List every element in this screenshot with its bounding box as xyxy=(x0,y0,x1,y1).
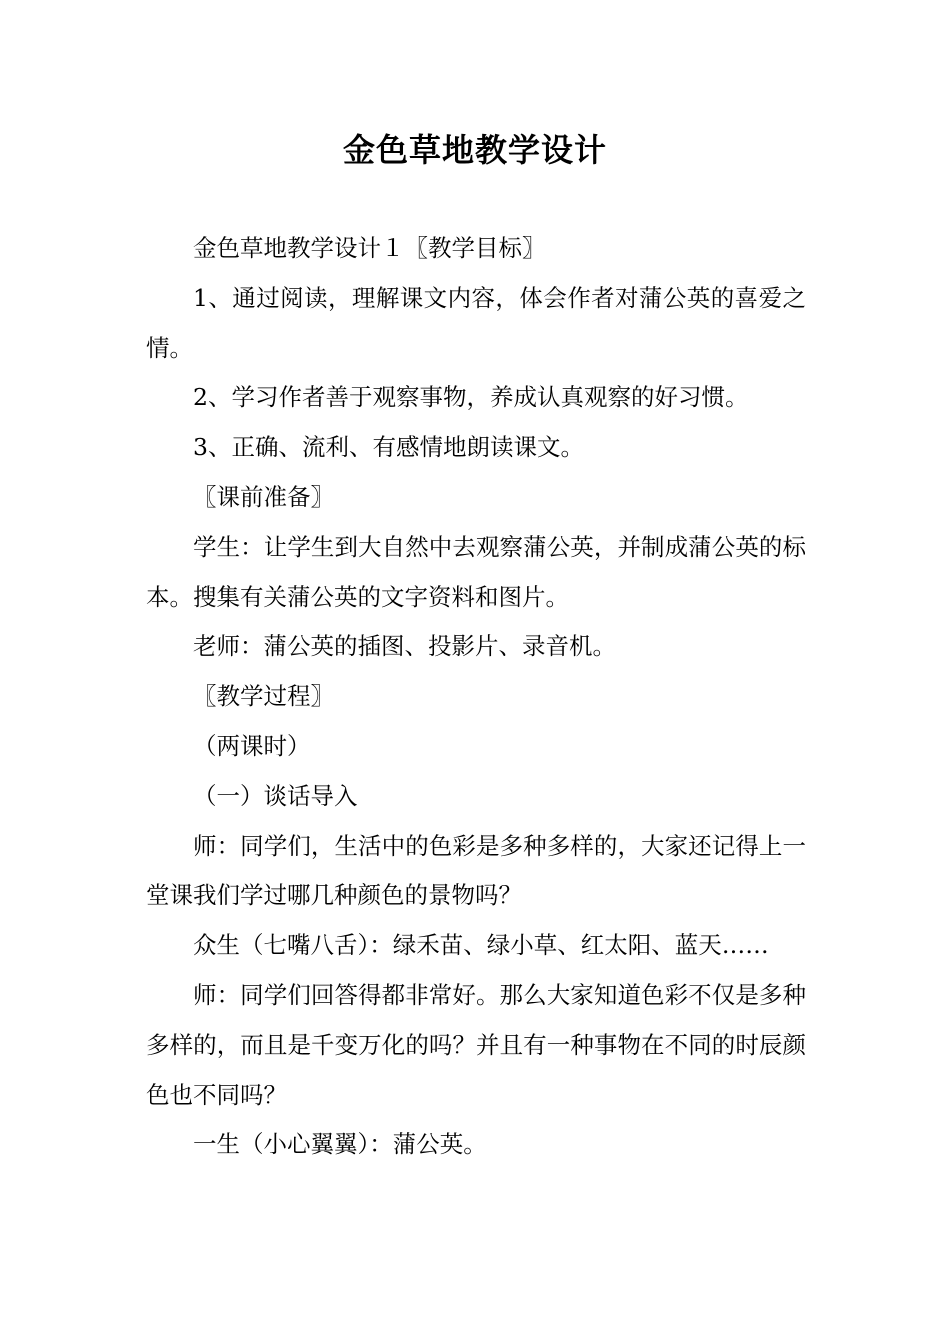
paragraph-objective-1: 1、通过阅读，理解课文内容，体会作者对蒲公英的喜爱之情。 xyxy=(146,283,806,362)
paragraph-student-preparation: 学生：让学生到大自然中去观察蒲公英，并制成蒲公英的标本。搜集有关蒲公英的文字资料和图片。 xyxy=(146,532,806,611)
paragraph-students-answer: 众生（七嘴八舌）：绿禾苗、绿小草、红太阳、蓝天…… xyxy=(193,931,769,960)
paragraph-section-intro: （一）谈话导入 xyxy=(193,781,358,810)
paragraph-lesson-count: （两课时） xyxy=(193,731,311,760)
paragraph-preparation-heading: 〖课前准备〗 xyxy=(193,482,334,511)
paragraph-teacher-preparation: 老师：蒲公英的插图、投影片、录音机。 xyxy=(193,632,616,661)
paragraph-objective-3: 3、正确、流利、有感情地朗读课文。 xyxy=(193,433,584,462)
paragraph-objective-2: 2、学习作者善于观察事物，养成认真观察的好习惯。 xyxy=(193,383,749,412)
paragraph-teacher-question-1: 师：同学们，生活中的色彩是多种多样的，大家还记得上一堂课我们学过哪几种颜色的景物吗？ xyxy=(146,831,806,910)
document-title: 金色草地教学设计 xyxy=(342,131,607,169)
paragraph-teacher-question-2: 师：同学们回答得都非常好。那么大家知道色彩不仅是多种多样的，而且是千变万化的吗？并且有一种事物在不同的时辰颜色也不同吗？ xyxy=(146,980,806,1109)
paragraph-student-answer: 一生（小心翼翼）：蒲公英。 xyxy=(193,1130,487,1159)
paragraph-objectives-heading: 金色草地教学设计１〖教学目标〗 xyxy=(193,234,546,262)
document-body xyxy=(146,224,806,1170)
paragraph-process-heading: 〖教学过程〗 xyxy=(193,682,334,711)
